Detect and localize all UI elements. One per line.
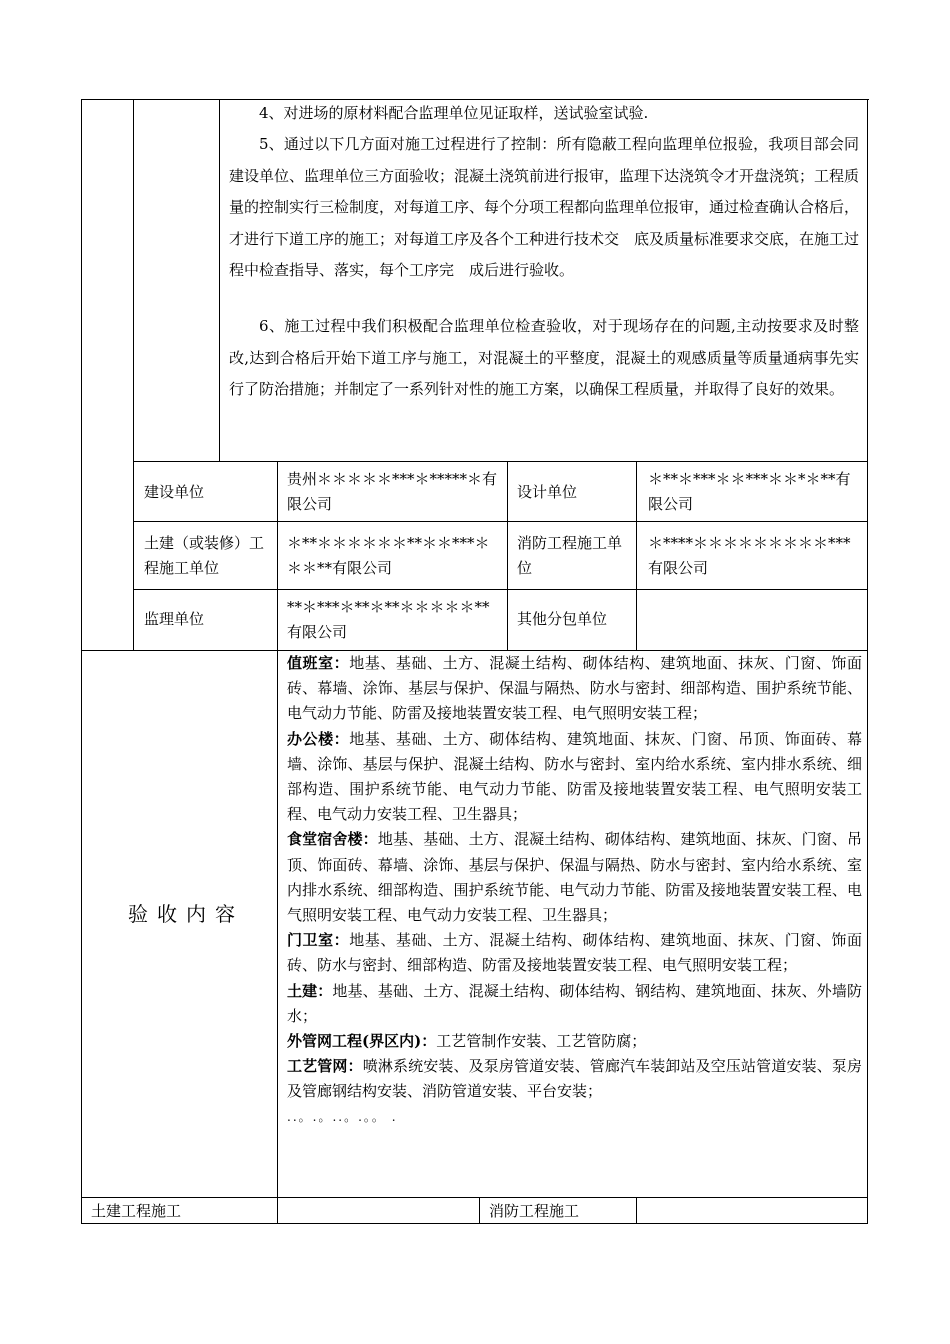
supervision-unit-value: **＊***＊**＊**＊＊＊＊＊**有限公司	[287, 598, 490, 641]
building-name: 工艺管网：	[287, 1057, 363, 1076]
design-unit-value: ＊**＊***＊＊***＊＊*＊**有限公司	[648, 470, 851, 513]
building-scope: 地基、基础、土方、混凝土结构、砌体结构、建筑地面、抹灰、门窗、饰面砖、防水与密封、细部构造、防雷及接地装置安装工程、电气照明安装工程；	[287, 931, 862, 975]
measures-left-border	[219, 99, 220, 461]
building-name: 值班室：	[287, 654, 350, 672]
list-item	[287, 928, 862, 978]
building-scope: 地基、基础、土方、混凝土结构、砌体结构、建筑地面、抹灰、门窗、饰面砖、幕墙、涂饰、基层与保护、保温与隔热、防水与密封、细部构造、围护系统节能、电气动力节能、防雷及接地装置安装工程、电气照明安装工程；	[287, 654, 862, 723]
building-name: 土建：	[287, 981, 333, 1000]
footer-civil-label: 土建工程施工	[91, 1202, 182, 1220]
building-scope: 地基、基础、土方、混凝土结构、砌体结构、建筑地面、抹灰、门窗、吊顶、饰面砖、幕墙、涂饰、基层与保护、保温与隔热、防水与密封、室内给水系统、室内排水系统、细部构造、围护系统节能、电气动力节能、防雷及接地装置安装工程、电气照明安装工程、电气动力安装工程、卫生器具；	[287, 830, 862, 925]
measure-item-4: 4、对进场的原材料配合监理单位见证取样，送试验室试验.	[259, 104, 649, 122]
building-name: 门卫室：	[287, 931, 350, 950]
building-name: 食堂宿舍楼：	[287, 830, 378, 849]
table-left-border	[81, 99, 82, 1224]
building-scope: 工艺管制作安装、工艺管防腐；	[436, 1032, 647, 1051]
units-row3-border	[133, 589, 868, 590]
construction-unit-label: 建设单位	[144, 483, 205, 501]
list-item	[287, 727, 862, 828]
building-scope: 地基、基础、土方、砌体结构、建筑地面、抹灰、门窗、吊顶、饰面砖、幕墙、涂饰、基层与保护、混凝土结构、防水与密封、室内给水系统、室内排水系统、细部构造、围护系统节能、电气动力节能、防雷及接地装置安装工程、电气照明安装工程、电气动力安装工程、卫生器具；	[287, 729, 862, 824]
measure-item-6: 6、施工过程中我们积极配合监理单位检查验收，对于现场存在的问题,主动按要求及时整改,达到合格后开始下道工序与施工，对混凝土的平整度，混凝土的观感质量等质量通病事先实行了防治措施；并制定了一系列针对性的施工方案，以确保工程质量，并取得了良好的效果。	[229, 317, 859, 399]
measure-item-5: 5、通过以下几方面对施工过程进行了控制：所有隐蔽工程向监理单位报验，我项目部会同建设单位、监理单位三方面验收；混凝土浇筑前进行报审，监理下达浇筑令才开盘浇筑；工程质量的控制实行三检制度，对每道工序、每个分项工程都向监理单位报审，通过检查确认合格后，才进行下道工序的施工；对每道工序及各个工种进行技术交 底及质量标准要求交底，在施工过程中检查指导、落实，每个工序完 成后进行验收。	[229, 135, 860, 280]
list-item	[287, 979, 862, 1029]
acceptance-list	[287, 651, 862, 1130]
table-bottom-border	[81, 1223, 868, 1224]
fire-unit-label: 消防工程施工单位	[517, 534, 623, 577]
fire-unit-value: ＊****＊＊＊＊＊＊＊＊＊***有限公司	[648, 534, 851, 577]
footer-col2-border	[479, 1197, 480, 1224]
supervision-unit-label: 监理单位	[144, 610, 205, 628]
inner-left-border	[133, 99, 134, 650]
design-unit-label: 设计单位	[517, 483, 578, 501]
other-unit-label: 其他分包单位	[517, 610, 608, 628]
list-item	[287, 827, 862, 928]
building-name: 外管网工程(界区内)：	[287, 1032, 437, 1051]
list-trailer: ..。.。..。.。。 .	[287, 1109, 398, 1124]
units-col1-border	[277, 461, 278, 650]
building-scope: 喷淋系统安装、及泵房管道安装、管廊汽车装卸站及空压站管道安装、泵房及管廊钢结构安装、消防管道安装、平台安装；	[287, 1057, 862, 1101]
acceptance-label: 验收内容	[128, 902, 244, 926]
table-right-border	[867, 99, 868, 1224]
building-scope: 地基、基础、土方、混凝土结构、砌体结构、钢结构、建筑地面、抹灰、外墙防水；	[287, 981, 862, 1025]
units-row2-border	[133, 521, 868, 522]
units-col2-border	[507, 461, 508, 650]
units-top-border	[133, 461, 868, 462]
list-item	[287, 651, 862, 727]
acceptance-col-border	[277, 650, 278, 1224]
construction-unit-value: 贵州＊＊＊＊＊***＊*****＊有限公司	[287, 470, 498, 513]
civil-unit-value: ＊**＊＊＊＊＊＊**＊＊***＊＊＊**有限公司	[287, 534, 490, 577]
footer-top-border	[81, 1197, 868, 1198]
building-name: 办公楼：	[287, 729, 350, 748]
footer-fire-label: 消防工程施工	[489, 1202, 580, 1220]
footer-col3-border	[636, 1197, 637, 1224]
units-col3-border	[636, 461, 637, 650]
list-item	[287, 1054, 862, 1104]
civil-unit-label: 土建（或装修）工程施工单位	[144, 534, 265, 577]
list-item	[287, 1029, 862, 1054]
